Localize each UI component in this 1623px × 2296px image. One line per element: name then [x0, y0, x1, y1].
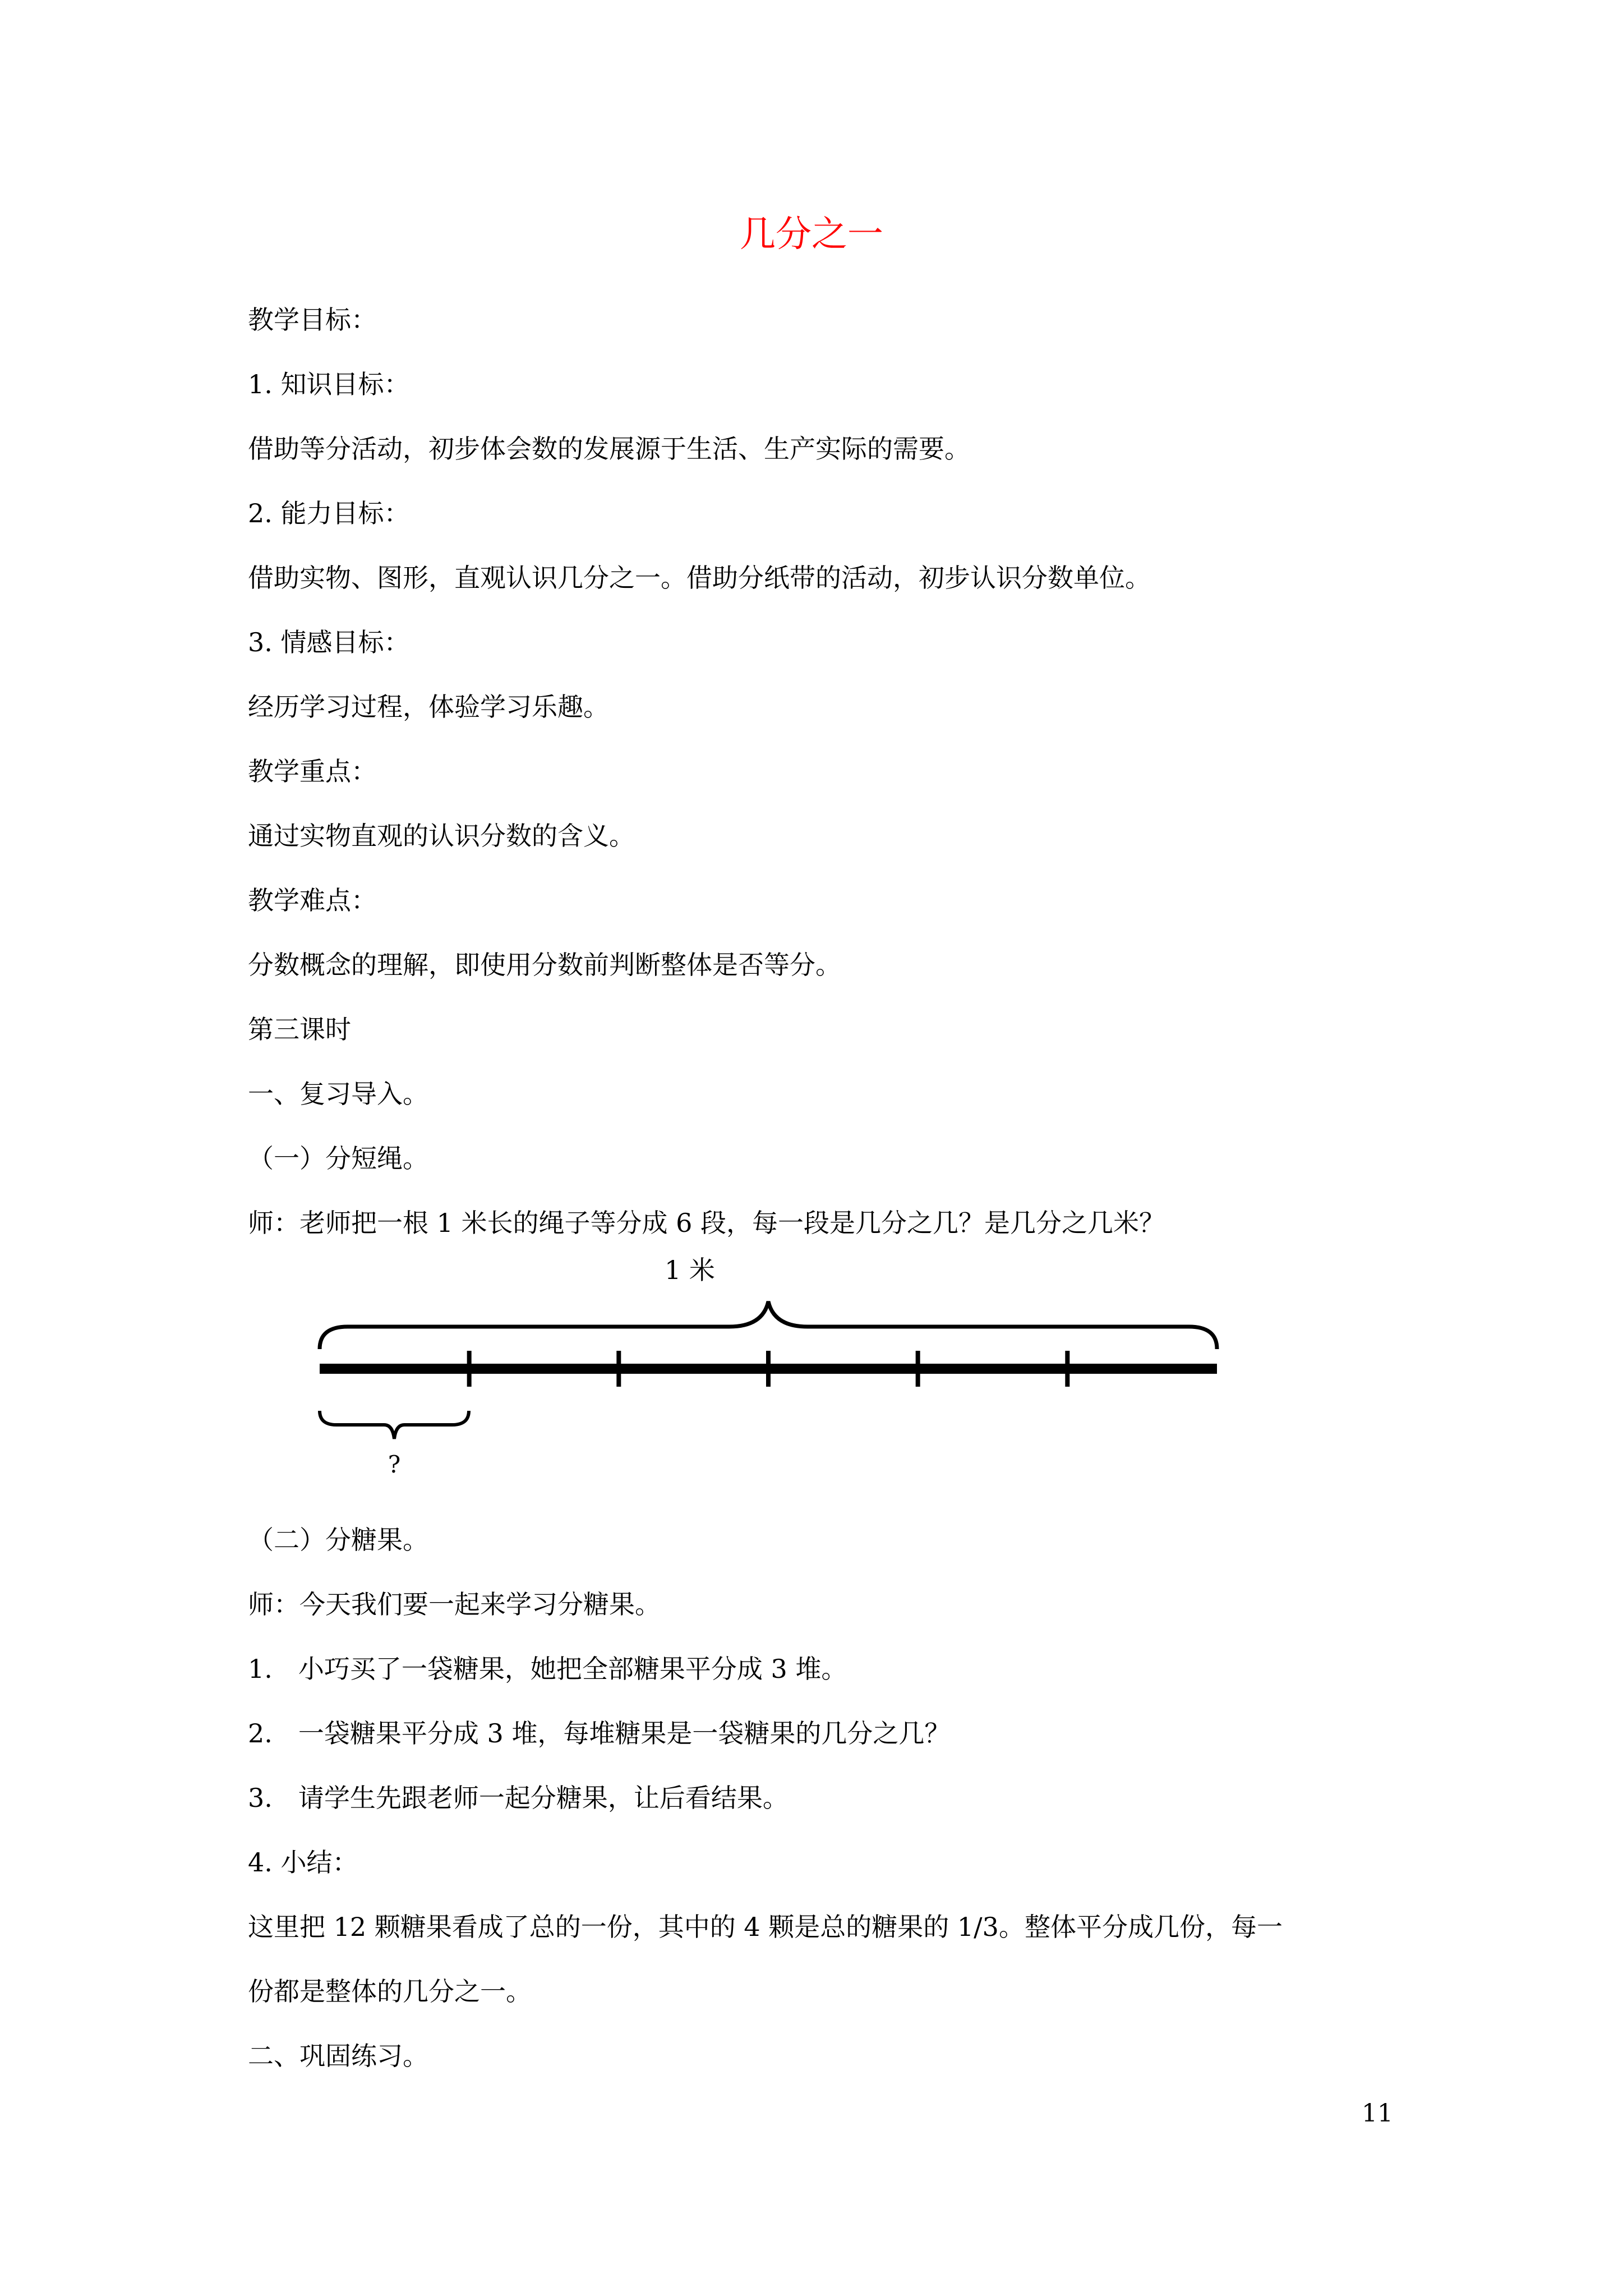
section-review: 一、复习导入。 [248, 1079, 428, 1109]
brace-top-label: 1 米 [665, 1255, 715, 1285]
page-number: 11 [1362, 2099, 1393, 2128]
rope [320, 1351, 1217, 1387]
difficulties-text: 分数概念的理解，即使用分数前判断整体是否等分。 [248, 950, 841, 980]
teacher-question-rope: 师：老师把一根 1 米长的绳子等分成 6 段，每一段是几分之几？是几分之几米？ [248, 1208, 1165, 1238]
heading-key-points: 教学重点： [248, 756, 377, 786]
heading-teaching-goals: 教学目标： [248, 305, 377, 335]
summary-text-2: 份都是整体的几分之一。 [248, 1976, 532, 2007]
document-title: 几分之一 [740, 214, 883, 255]
top-brace [320, 1301, 1217, 1349]
summary-label: 4. 小结： [248, 1847, 358, 1878]
rope-diagram [314, 1251, 1234, 1492]
heading-difficulties: 教学难点： [248, 885, 377, 915]
brace-bottom-label: ? [388, 1451, 401, 1478]
goal-knowledge-label: 1. 知识目标： [248, 369, 410, 399]
subsection-rope: （一）分短绳。 [248, 1143, 428, 1174]
rope-diagram-svg [314, 1251, 1234, 1492]
section-practice: 二、巩固练习。 [248, 2041, 428, 2071]
subsection-candy: （二）分糖果。 [248, 1525, 428, 1555]
goal-knowledge-text: 借助等分活动，初步体会数的发展源于生活、生产实际的需要。 [248, 434, 970, 464]
key-points-text: 通过实物直观的认识分数的含义。 [248, 821, 635, 851]
summary-text-1: 这里把 12 颗糖果看成了总的一份，其中的 4 颗是总的糖果的 1/3。整体平分成几份，每一 [248, 1912, 1283, 1942]
goal-emotion-label: 3. 情感目标： [248, 627, 410, 657]
lesson-label: 第三课时 [248, 1014, 351, 1045]
goal-ability-label: 2. 能力目标： [248, 498, 410, 528]
candy-step-1: 1. 小巧买了一袋糖果，她把全部糖果平分成 3 堆。 [248, 1654, 847, 1684]
teacher-intro-candy: 师：今天我们要一起来学习分糖果。 [248, 1589, 661, 1619]
bottom-brace [320, 1411, 469, 1439]
candy-step-2: 2. 一袋糖果平分成 3 堆，每堆糖果是一袋糖果的几分之几？ [248, 1718, 951, 1749]
goal-emotion-text: 经历学习过程，体验学习乐趣。 [248, 692, 609, 722]
goal-ability-text: 借助实物、图形，直观认识几分之一。借助分纸带的活动，初步认识分数单位。 [248, 563, 1151, 593]
candy-step-3: 3. 请学生先跟老师一起分糖果，让后看结果。 [248, 1783, 789, 1813]
